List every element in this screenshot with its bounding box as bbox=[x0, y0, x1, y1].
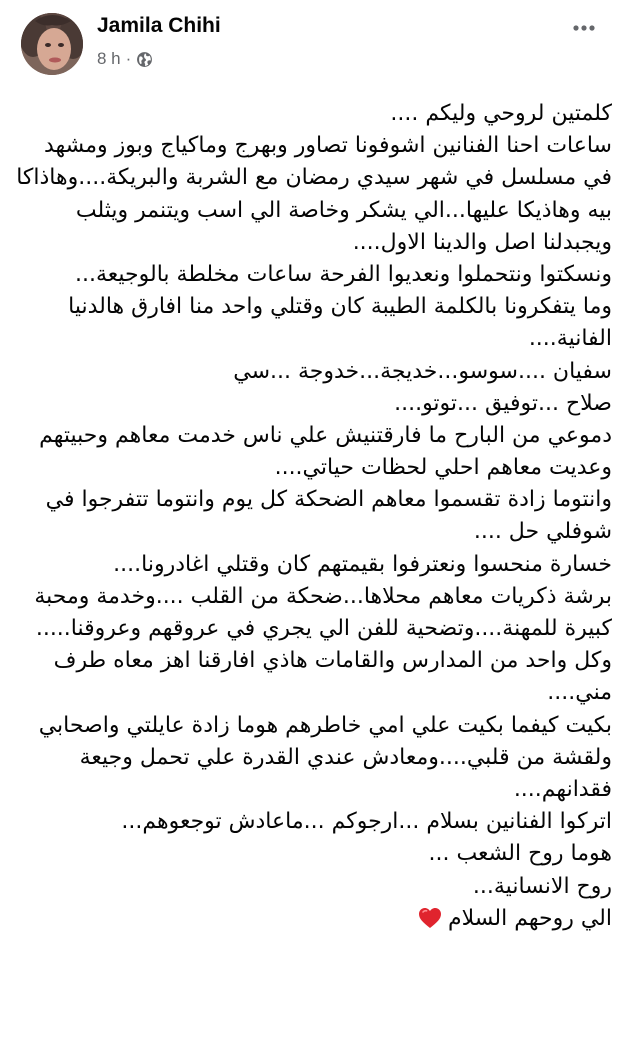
post-text-line-content: شوفلي حل .... bbox=[473, 519, 612, 545]
post-text-line-content: الفانية.... bbox=[528, 326, 612, 352]
post-text-line bbox=[14, 98, 612, 130]
post-text-line-content: بيه وهاذيكا عليها...الي يشكر وخاصة الي اسب ويتنمر ويثلب bbox=[75, 197, 612, 223]
post-header bbox=[0, 0, 629, 86]
post-text-line bbox=[14, 871, 612, 903]
post-text-line bbox=[14, 742, 612, 774]
avatar[interactable] bbox=[21, 13, 83, 75]
post-text-line-content: روح الانسانية... bbox=[472, 873, 612, 899]
post-text-line bbox=[14, 838, 612, 870]
profile-photo bbox=[21, 13, 83, 75]
post-text-line-content: وعديت معاهم احلي لحظات حياتي.... bbox=[274, 455, 612, 481]
post-text-line-content: الي روحهم السلام bbox=[448, 905, 612, 931]
post-text-line bbox=[14, 388, 612, 420]
more-options-button[interactable] bbox=[566, 10, 602, 46]
post-text-line bbox=[14, 484, 612, 516]
post-text-line bbox=[14, 420, 612, 452]
post-text-line-content: ولقشة من قلبي....ومعادش عندي القدرة علي تحمل وجيعة bbox=[79, 744, 612, 770]
post-text-line-content: بكيت كيفما بكيت علي امي خاطرهم هوما زادة عايلتي واصحابي bbox=[38, 712, 612, 738]
post-text-line bbox=[14, 323, 612, 355]
post-text-line bbox=[14, 645, 612, 677]
post-text-line-content: مني.... bbox=[547, 680, 612, 706]
post-meta bbox=[97, 49, 153, 69]
post-text-line-content: وما يتفكرونا بالكلمة الطيبة كان وقتلي واحد منا افارق هالدنيا bbox=[68, 294, 612, 320]
post-text-line bbox=[14, 774, 612, 806]
meta-separator: · bbox=[125, 49, 132, 68]
post-text-line-content: اتركوا الفنانين بسلام ...ارجوكم ...ماعادش توجعوهم... bbox=[121, 809, 612, 835]
post-text-line-content: ونسكتوا ونتحملوا ونعديوا الفرحة ساعات مخلطة بالوجيعة... bbox=[75, 261, 612, 287]
post-text-line-content: برشة ذكريات معاهم محلاها...ضحكة من القلب ....وخدمة ومحبة bbox=[34, 583, 612, 609]
post-text-line-content: وانتوما زادة تقسموا معاهم الضحكة كل يوم وانتوما تتفرجوا في bbox=[45, 487, 612, 513]
post-text-line-content: وكل واحد من المدارس والقامات هاذي افارقنا اهز معاه طرف bbox=[53, 648, 612, 674]
more-dots-icon bbox=[572, 24, 596, 32]
post-text-line bbox=[14, 516, 612, 548]
post-text-line-content: هوما روح الشعب ... bbox=[428, 841, 612, 867]
post-text-line bbox=[14, 356, 612, 388]
post-text-line bbox=[14, 130, 612, 162]
post-text-line-content: كلمتين لروحي وليكم .... bbox=[390, 101, 612, 126]
post-text-line bbox=[14, 227, 612, 259]
post-text-line bbox=[14, 162, 612, 194]
post-text-line-content: سفيان ....سوسو...خديجة...خدوجة ...سي bbox=[233, 358, 612, 384]
post-text-line-content: كبيرة للمهنة....وتضحية للفن الي يجري في عروقهم وعروقنا..... bbox=[35, 616, 612, 641]
post-text-line bbox=[14, 710, 612, 742]
post-text-line bbox=[14, 806, 612, 838]
post-text-line-content: دموعي من البارح ما فارقتنيش علي ناس خدمت معاهم وحبيتهم bbox=[39, 422, 612, 448]
post-timestamp[interactable]: 8 h bbox=[97, 49, 121, 68]
post-text-line bbox=[14, 581, 612, 613]
post-text-line bbox=[14, 195, 612, 227]
post-text-line-content: صلاح ...توفيق ...توتو.... bbox=[394, 390, 612, 416]
globe-icon bbox=[136, 51, 153, 68]
post-text-line bbox=[14, 613, 612, 645]
post-text-line bbox=[14, 903, 612, 935]
post-text-line-content: ساعات احنا الفنانين اشوفونا تصاور وبهرج وماكياج وبوز ومشهد bbox=[43, 133, 612, 159]
red-heart-icon bbox=[418, 907, 442, 929]
post-text-line bbox=[14, 259, 612, 291]
post-text-line-content: خسارة منحسوا ونعترفوا بقيمتهم كان وقتلي اغادرونا.... bbox=[113, 551, 612, 577]
post-text-line-content: فقدانهم.... bbox=[513, 776, 612, 802]
post-text-line bbox=[14, 452, 612, 484]
post-text-line-content: في مسلسل في شهر سيدي رمضان مع الشربة والبريكة....وهاذاكا bbox=[16, 165, 612, 191]
post-text-line bbox=[14, 549, 612, 581]
author-name[interactable]: Jamila Chihi bbox=[97, 14, 221, 37]
post-text-line bbox=[14, 291, 612, 323]
post-text-line bbox=[14, 677, 612, 709]
post-text bbox=[14, 98, 612, 935]
post-text-line-content: ويجبدلنا اصل والدينا الاول.... bbox=[352, 229, 612, 255]
